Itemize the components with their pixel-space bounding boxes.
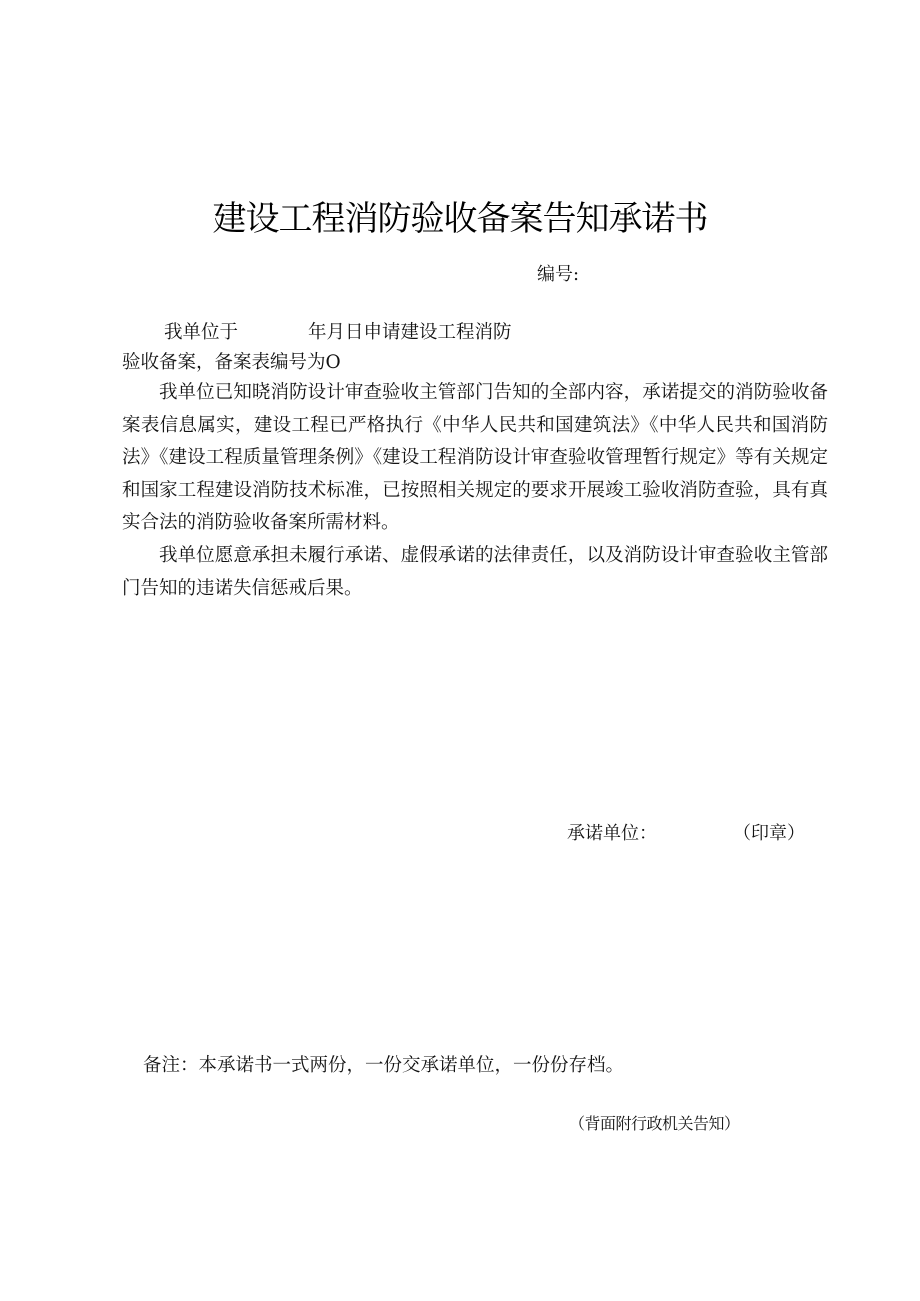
- paragraph-2: 我单位已知晓消防设计审查验收主管部门告知的全部内容，承诺提交的消防验收备案表信息属实，建设工程已严格执行《中华人民共和国建筑法》《中华人民共和国消防法》《建设工程质量管理条例》《建设工程消防设计审查验收管理暂行规定》等有关规定和国家工程建设消防技术标准，已按照相关规定的要求开展竣工验收消防查验，具有真实合法的消防验收备案所需材料。: [122, 382, 828, 533]
- paragraph-1-part-1: 我单位于: [164, 322, 239, 343]
- paragraph-1-part-2: 年月日申请建设工程消防: [308, 322, 512, 343]
- signature-label: 承诺单位：: [567, 823, 657, 844]
- back-page-note: （背面附行政机关告知）: [569, 1114, 740, 1133]
- remark-note: 备注：本承诺书一式两份，一份交承诺单位，一份份存档。: [143, 1055, 625, 1076]
- paragraph-3: 我单位愿意承担未履行承诺、虚假承诺的法律责任，以及消防设计审查验收主管部门告知的违诺失信惩戒后果。: [122, 545, 828, 599]
- paragraph-1-line-1: [164, 320, 512, 346]
- seal-label: （印章）: [733, 823, 805, 844]
- paragraph-1-line-2: 验收备案，备案表编号为O: [122, 352, 341, 373]
- serial-number-label: 编号:: [537, 264, 580, 285]
- document-title: 建设工程消防验收备案告知承诺书: [212, 199, 708, 239]
